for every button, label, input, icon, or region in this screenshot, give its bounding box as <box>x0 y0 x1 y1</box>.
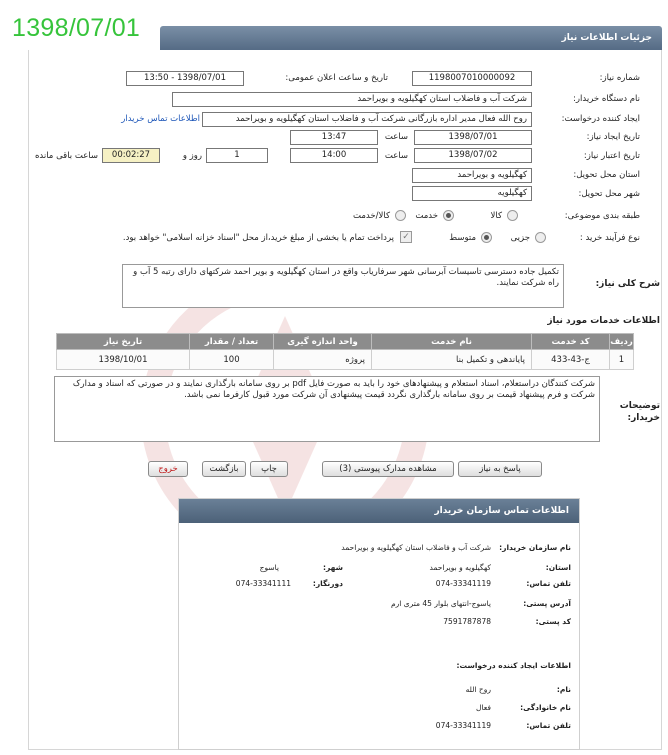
validity-date-field: 1398/07/02 <box>414 148 532 163</box>
create-date-label: تاریخ ایجاد نیاز: <box>586 132 640 142</box>
col-date: تاریخ نیاز <box>57 334 190 350</box>
validity-time-label: ساعت <box>384 151 408 161</box>
attachments-button[interactable]: مشاهده مدارک پیوستی (3) <box>322 461 454 477</box>
date-stamp: 1398/07/01 <box>12 14 141 42</box>
remaining-time-field: 00:02:27 <box>102 148 160 163</box>
col-name: نام خدمت <box>372 334 532 350</box>
process-small-label: جزیی <box>510 233 530 243</box>
city-field: کهگیلویه <box>412 186 532 201</box>
days-field: 1 <box>206 148 268 163</box>
category-service-radio[interactable] <box>443 210 454 221</box>
reply-button[interactable]: پاسخ به نیاز <box>458 461 542 477</box>
postal-label: کد پستی: <box>535 617 571 626</box>
process-small-radio[interactable] <box>535 232 546 243</box>
creator-phone-value: 074-33341119 <box>435 721 491 730</box>
category-both-label: کالا/خدمت <box>353 211 390 221</box>
cell-date: 1398/10/01 <box>57 350 190 370</box>
need-number-label: شماره نیاز: <box>599 73 640 83</box>
process-medium-label: متوسط <box>449 233 476 243</box>
services-title: اطلاعات خدمات مورد نیاز <box>547 316 660 326</box>
validity-label: تاریخ اعتبار نیاز: <box>583 151 640 161</box>
col-unit: واحد اندازه گیری <box>274 334 372 350</box>
contact-province-label: استان: <box>545 563 571 572</box>
creator-phone-label: تلفن تماس: <box>526 721 571 730</box>
buyer-contact-link[interactable]: اطلاعات تماس خریدار <box>121 114 200 124</box>
announce-field: 1398/07/01 - 13:50 <box>126 71 244 86</box>
need-number-field: 1198007010000092 <box>412 71 532 86</box>
phone-value: 074-33341119 <box>435 579 491 588</box>
fax-value: 074-33341111 <box>235 579 291 588</box>
buyer-notes-label: توضیحات خریدار: <box>619 401 660 423</box>
treasury-note: پرداخت تمام یا بخشی از مبلغ خرید،از محل "اسناد خزانه اسلامی" خواهد بود. <box>122 233 394 243</box>
create-time-field: 13:47 <box>290 130 378 145</box>
city-label: شهر محل تحویل: <box>578 189 640 199</box>
summary-label: شرح کلی نیاز: <box>595 279 660 289</box>
buyer-field: شرکت آب و فاضلاب استان کهگیلویه و بویراحمد <box>172 92 532 107</box>
cell-code: ج-43-433 <box>532 350 610 370</box>
category-goods-label: کالا <box>490 211 502 221</box>
address-value: یاسوج-انتهای بلوار 45 متری ارم <box>391 599 491 608</box>
announce-label: تاریخ و ساعت اعلان عمومی: <box>285 73 388 83</box>
print-button[interactable]: چاپ <box>250 461 288 477</box>
cell-unit: پروژه <box>274 350 372 370</box>
buyer-notes-text: شرکت کنندگان دراستعلام، اسناد استعلام و پیشنهادهای خود را باید به صورت فایل pdf بر روی سامانه بارگذاری نمایند و در صورتی که اسناد و مدارک شرکت و فرم پیشنهاد قیمت بر روی سامانه بارگذاری نگردد قیمت پیشنهادی آن شرکت مورد قبول کارفرما نمی باشد. <box>54 376 600 442</box>
org-value: شرکت آب و فاضلاب استان کهگیلویه و بویراحمد <box>341 543 491 552</box>
category-both-radio[interactable] <box>395 210 406 221</box>
postal-value: 7591787878 <box>443 617 491 626</box>
contact-province-value: کهگیلویه و بویراحمد <box>429 563 491 572</box>
create-time-label: ساعت <box>384 132 408 142</box>
province-label: استان محل تحویل: <box>573 170 640 180</box>
contact-city-value: یاسوج <box>259 563 279 572</box>
province-field: کهگیلویه و بویراحمد <box>412 168 532 183</box>
col-qty: تعداد / مقدار <box>190 334 274 350</box>
name-value: روح الله <box>465 685 491 694</box>
exit-button[interactable]: خروج <box>148 461 188 477</box>
name-label: نام: <box>556 685 571 694</box>
cell-name: پایاندهی و تکمیل بنا <box>372 350 532 370</box>
cell-qty: 100 <box>190 350 274 370</box>
col-code: کد خدمت <box>532 334 610 350</box>
process-medium-radio[interactable] <box>481 232 492 243</box>
treasury-checkbox[interactable]: ✓ <box>400 231 412 243</box>
validity-time-field: 14:00 <box>290 148 378 163</box>
col-row: ردیف <box>610 334 634 350</box>
family-value: فعال <box>476 703 491 712</box>
family-label: نام خانوادگی: <box>520 703 571 712</box>
category-label: طبقه بندی موضوعی: <box>564 211 640 221</box>
contact-title: اطلاعات تماس سازمان خریدار <box>179 499 579 523</box>
creator-info-title: اطلاعات ایجاد کننده درخواست: <box>456 661 571 670</box>
creator-field: روح الله فعال مدیر اداره بازرگانی شرکت آب و فاضلاب استان کهگیلویه و بویراحمد <box>202 112 532 127</box>
buyer-label: نام دستگاه خریدار: <box>573 94 640 104</box>
address-label: آدرس پستی: <box>523 599 571 608</box>
days-label: روز و <box>182 151 202 161</box>
contact-city-label: شهر: <box>323 563 343 572</box>
create-date-field: 1398/07/01 <box>414 130 532 145</box>
back-button[interactable]: بازگشت <box>202 461 246 477</box>
cell-row: 1 <box>610 350 634 370</box>
fax-label: دورنگار: <box>312 579 343 588</box>
remaining-label: ساعت باقی مانده <box>34 151 98 161</box>
services-table <box>56 333 634 370</box>
org-label: نام سازمان خریدار: <box>499 543 571 552</box>
summary-text: تکمیل جاده دسترسی تاسیسات آبرسانی شهر سرفاریاب واقع در استان کهگیلویه و بویر احمد شرکتهای دارای رتبه 5 آب و راه شرکت نمایند. <box>122 264 564 308</box>
page-title: جزئیات اطلاعات نیاز <box>160 26 662 50</box>
process-label: نوع فرآیند خرید : <box>579 233 640 243</box>
table-row <box>57 350 634 370</box>
category-service-label: خدمت <box>415 211 438 221</box>
phone-label: تلفن تماس: <box>526 579 571 588</box>
contact-panel <box>178 498 580 750</box>
category-goods-radio[interactable] <box>507 210 518 221</box>
creator-label: ایجاد کننده درخواست: <box>561 114 640 124</box>
